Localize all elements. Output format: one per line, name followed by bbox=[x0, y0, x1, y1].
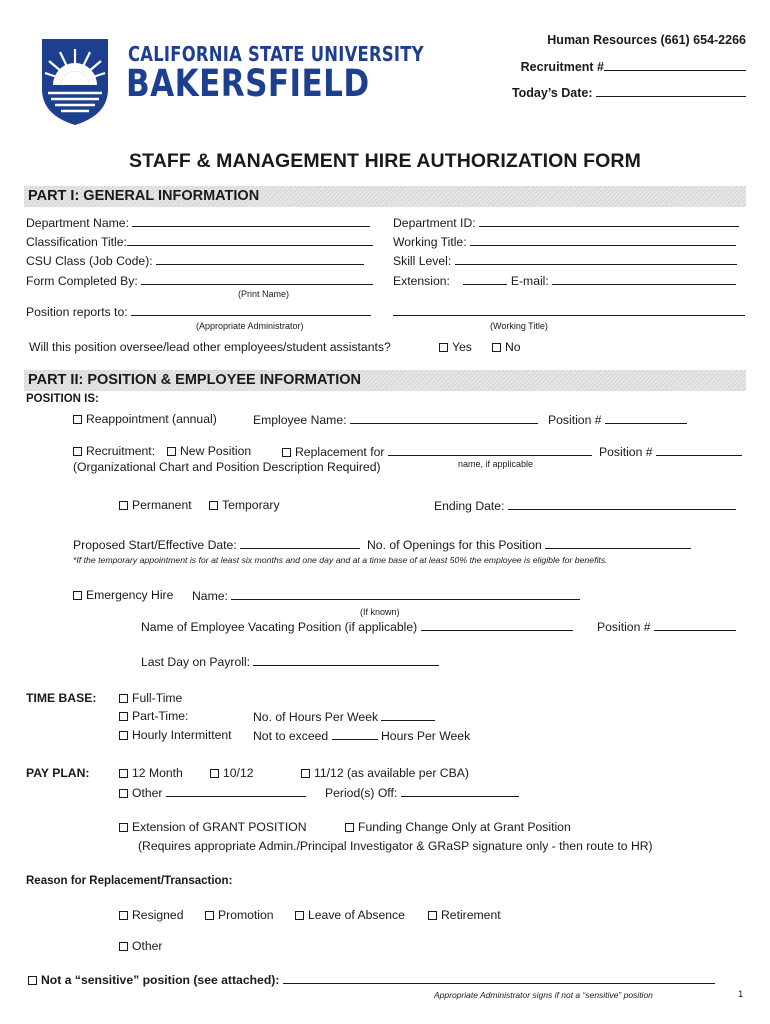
promotion-checkbox[interactable]: Promotion bbox=[205, 908, 274, 922]
vacating-position-field[interactable]: Position # bbox=[597, 619, 736, 634]
other-reason-checkbox[interactable]: Other bbox=[119, 939, 162, 953]
checkbox-icon bbox=[428, 911, 437, 920]
not-to-exceed-field[interactable]: Not to exceed Hours Per Week bbox=[253, 729, 471, 743]
org-chart-note: (Organizational Chart and Position Description Required) bbox=[73, 460, 381, 474]
university-logo bbox=[40, 37, 110, 130]
checkbox-icon bbox=[210, 769, 219, 778]
grant-note: (Requires appropriate Admin./Principal Investigator & GRaSP signature only - then route to HR) bbox=[138, 839, 653, 853]
checkbox-icon bbox=[28, 976, 37, 985]
todays-date-label: Today’s Date: bbox=[512, 85, 746, 100]
part1-heading-bar bbox=[24, 186, 746, 207]
employee-name-field[interactable]: Employee Name: bbox=[253, 412, 538, 427]
checkbox-icon bbox=[119, 712, 128, 721]
name-if-applicable-note: name, if applicable bbox=[458, 459, 534, 469]
ten-twelve-checkbox[interactable]: 10/12 bbox=[210, 766, 254, 780]
checkbox-icon bbox=[119, 789, 128, 798]
checkbox-icon bbox=[167, 447, 176, 456]
checkbox-icon bbox=[439, 343, 448, 352]
periods-off-field[interactable]: Period(s) Off: bbox=[325, 785, 519, 800]
department-name-field[interactable]: Department Name: bbox=[26, 215, 370, 230]
checkbox-icon bbox=[119, 823, 128, 832]
new-position-checkbox[interactable]: New Position bbox=[167, 444, 251, 458]
extension-email-field[interactable]: Extension: E-mail: bbox=[393, 273, 736, 288]
checkbox-icon bbox=[345, 823, 354, 832]
part-time-checkbox[interactable]: Part-Time: bbox=[119, 709, 188, 723]
university-shield-logo bbox=[40, 37, 110, 127]
full-time-checkbox[interactable]: Full-Time bbox=[119, 691, 182, 705]
checkbox-icon bbox=[295, 911, 304, 920]
admin-sign-note: Appropriate Administrator signs if not a “sensitive” position bbox=[434, 990, 653, 1000]
oversee-no-checkbox[interactable]: No bbox=[492, 340, 521, 354]
hr-phone: Human Resources (661) 654-2266 bbox=[547, 33, 746, 47]
part2-heading: PART II: POSITION & EMPLOYEE INFORMATION bbox=[28, 372, 361, 388]
replacement-for-field[interactable]: Replacement for bbox=[282, 444, 592, 459]
checkbox-icon bbox=[119, 911, 128, 920]
working-title-note: (Working Title) bbox=[490, 321, 548, 331]
permanent-checkbox[interactable]: Permanent bbox=[119, 498, 192, 512]
hourly-intermittent-checkbox[interactable]: Hourly Intermittent bbox=[119, 728, 232, 742]
grant-extension-checkbox[interactable]: Extension of GRANT POSITION bbox=[119, 820, 307, 834]
hours-per-week-field[interactable]: No. of Hours Per Week bbox=[253, 709, 435, 724]
checkbox-icon bbox=[73, 591, 82, 600]
checkbox-icon bbox=[119, 731, 128, 740]
checkbox-icon bbox=[73, 415, 82, 424]
university-name-line1: CALIFORNIA STATE UNIVERSITY bbox=[128, 42, 424, 66]
checkbox-icon bbox=[119, 501, 128, 510]
ending-date-field[interactable]: Ending Date: bbox=[434, 498, 736, 513]
part2-heading-bar bbox=[24, 370, 746, 391]
csu-class-field[interactable]: CSU Class (Job Code): bbox=[26, 253, 364, 268]
checkbox-icon bbox=[73, 447, 82, 456]
openings-field[interactable]: No. of Openings for this Position bbox=[367, 537, 691, 552]
appropriate-admin-note: (Appropriate Administrator) bbox=[196, 321, 304, 331]
recruitment-position-field[interactable]: Position # bbox=[599, 444, 742, 459]
checkbox-icon bbox=[205, 911, 214, 920]
working-title-field[interactable]: Working Title: bbox=[393, 234, 736, 249]
checkbox-icon bbox=[209, 501, 218, 510]
form-title: STAFF & MANAGEMENT HIRE AUTHORIZATION FORM bbox=[129, 150, 641, 172]
reappointment-checkbox[interactable]: Reappointment (annual) bbox=[73, 412, 217, 426]
other-pay-plan-field[interactable]: Other bbox=[119, 785, 306, 800]
checkbox-icon bbox=[119, 942, 128, 951]
reason-heading: Reason for Replacement/Transaction: bbox=[26, 875, 233, 887]
vacating-employee-field[interactable]: Name of Employee Vacating Position (if applicable) bbox=[141, 619, 573, 634]
time-base-label: TIME BASE: bbox=[26, 691, 97, 705]
last-day-field[interactable]: Last Day on Payroll: bbox=[141, 654, 439, 669]
checkbox-icon bbox=[119, 769, 128, 778]
funding-change-checkbox[interactable]: Funding Change Only at Grant Position bbox=[345, 820, 571, 834]
recruitment-number-label: Recruitment # bbox=[521, 59, 746, 74]
emergency-name-field[interactable]: Name: bbox=[192, 588, 580, 603]
position-reports-to-field[interactable]: Position reports to: bbox=[26, 304, 371, 319]
classification-title-field[interactable]: Classification Title: bbox=[26, 234, 373, 249]
emergency-hire-checkbox[interactable]: Emergency Hire bbox=[73, 588, 173, 602]
checkbox-icon bbox=[282, 448, 291, 457]
pay-plan-label: PAY PLAN: bbox=[26, 766, 90, 780]
university-name-line2: BAKERSFIELD bbox=[126, 62, 370, 105]
page-number: 1 bbox=[738, 989, 744, 1000]
temporary-checkbox[interactable]: Temporary bbox=[209, 498, 280, 512]
leave-of-absence-checkbox[interactable]: Leave of Absence bbox=[295, 908, 405, 922]
reappointment-position-field[interactable]: Position # bbox=[548, 412, 687, 427]
retirement-checkbox[interactable]: Retirement bbox=[428, 908, 501, 922]
benefits-note: *If the temporary appointment is for at least six months and one day and at a time base of at least 50% the employee is eligible for benefits. bbox=[73, 555, 608, 565]
not-sensitive-field[interactable]: Not a “sensitive” position (see attached): bbox=[28, 972, 715, 987]
department-id-field[interactable]: Department ID: bbox=[393, 215, 739, 230]
skill-level-field[interactable]: Skill Level: bbox=[393, 253, 737, 268]
recruitment-checkbox[interactable]: Recruitment: bbox=[73, 444, 155, 458]
part1-heading: PART I: GENERAL INFORMATION bbox=[28, 188, 260, 204]
resigned-checkbox[interactable]: Resigned bbox=[119, 908, 184, 922]
twelve-month-checkbox[interactable]: 12 Month bbox=[119, 766, 183, 780]
print-name-note: (Print Name) bbox=[238, 289, 290, 299]
checkbox-icon bbox=[301, 769, 310, 778]
oversee-yes-checkbox[interactable]: Yes bbox=[439, 340, 472, 354]
eleven-twelve-checkbox[interactable]: 11/12 (as available per CBA) bbox=[301, 766, 469, 780]
reports-to-working-title-line[interactable] bbox=[393, 304, 745, 319]
position-is-label: POSITION IS: bbox=[26, 393, 99, 405]
oversee-question: Will this position oversee/lead other employees/student assistants? bbox=[29, 340, 391, 354]
if-known-note: (If known) bbox=[360, 607, 400, 617]
checkbox-icon bbox=[119, 694, 128, 703]
form-completed-by-field[interactable]: Form Completed By: bbox=[26, 273, 373, 288]
checkbox-icon bbox=[492, 343, 501, 352]
proposed-start-field[interactable]: Proposed Start/Effective Date: bbox=[73, 537, 360, 552]
